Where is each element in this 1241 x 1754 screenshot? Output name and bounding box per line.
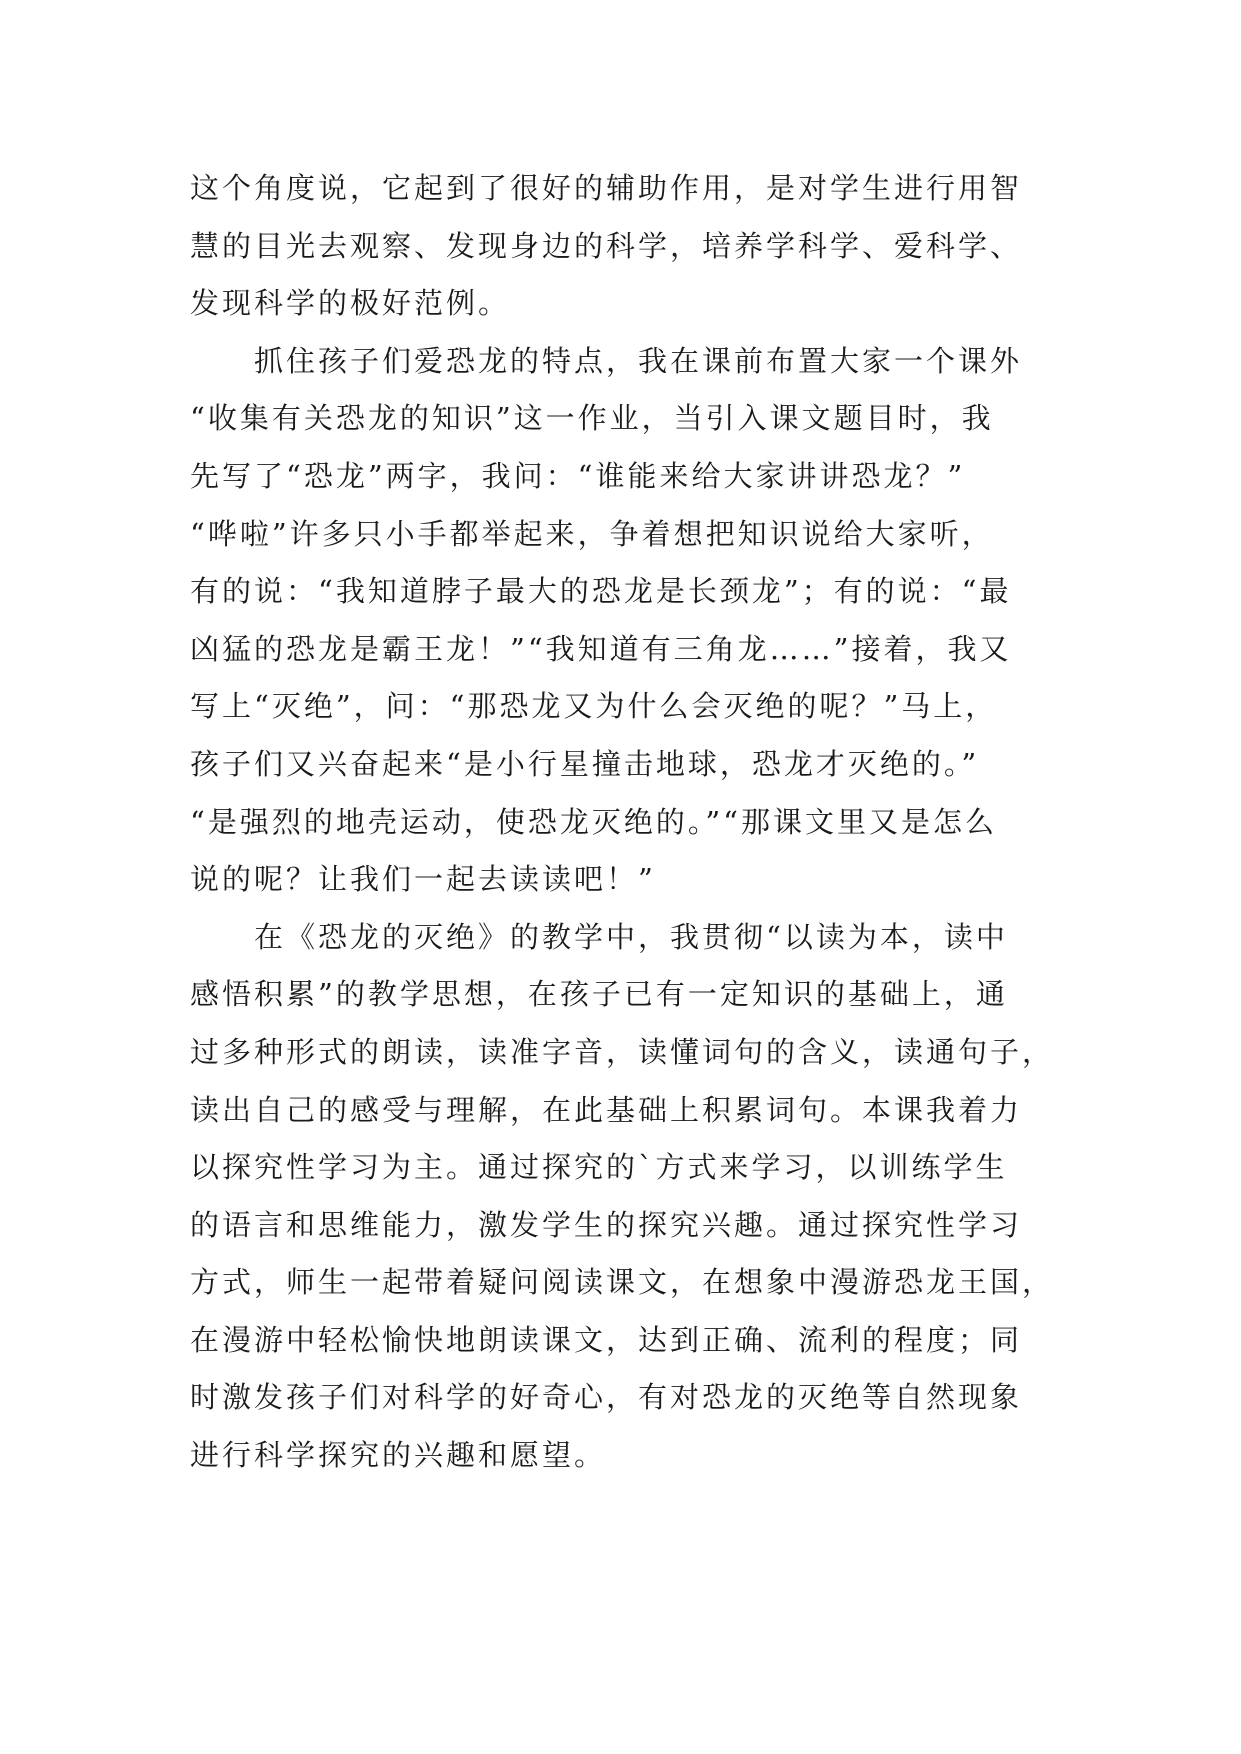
text-line: 先写了“恐龙”两字，我问：“谁能来给大家讲讲恐龙？”: [190, 458, 966, 493]
document-body: [190, 160, 1070, 1485]
text-line: 这个角度说，它起到了很好的辅助作用，是对学生进行用智: [190, 171, 1023, 205]
text-line: 孩子们又兴奋起来“是小行星撞击地球，恐龙才灭绝的。”: [190, 746, 980, 781]
text-line: “是强烈的地壳运动，使恐龙灭绝的。”“那课文里又是怎么: [190, 804, 997, 839]
text-line: 进行科学探究的兴趣和愿望。: [190, 1438, 607, 1473]
text-line: “收集有关恐龙的知识”这一作业，当引入课文题目时，我: [190, 401, 994, 436]
text-line: 以探究性学习为主。通过探究的`方式来学习，以训练学生: [190, 1150, 1008, 1185]
text-line: 发现科学的极好范例。: [190, 286, 511, 321]
text-line: 感悟积累”的教学思想，在孩子已有一定知识的基础上，通: [190, 977, 1008, 1012]
text-line: 抓住孩子们爱恐龙的特点，我在课前布置大家一个课外: [190, 343, 1023, 378]
text-line: 的语言和思维能力，激发学生的探究兴趣。通过探究性学习: [190, 1207, 1023, 1242]
text-line: 在漫游中轻松愉快地朗读课文，达到正确、流利的程度；同: [190, 1322, 1023, 1357]
text-line: 过多种形式的朗读，读准字音，读懂词句的含义，读通句子，: [190, 1034, 1055, 1069]
text-line: 在《恐龙的灭绝》的教学中，我贯彻“以读为本，读中: [190, 919, 1008, 954]
text-line: “哗啦”许多只小手都举起来，争着想把知识说给大家听，: [190, 516, 994, 551]
text-line: 时激发孩子们对科学的好奇心，有对恐龙的灭绝等自然现象: [190, 1380, 1023, 1415]
text-line: 说的呢？让我们一起去读读吧！”: [190, 862, 656, 897]
text-line: 有的说：“我知道脖子最大的恐龙是长颈龙”；有的说：“最: [190, 574, 1012, 609]
text-line: 方式，师生一起带着疑问阅读课文，在想象中漫游恐龙王国，: [190, 1265, 1055, 1300]
text-line: 凶猛的恐龙是霸王龙！”“我知道有三角龙……”接着，我又: [190, 631, 1012, 666]
text-line: 写上“灭绝”，问：“那恐龙又为什么会灭绝的呢？”马上，: [190, 689, 998, 724]
text-line: 读出自己的感受与理解，在此基础上积累词句。本课我着力: [190, 1092, 1023, 1127]
text-line: 慧的目光去观察、发现身边的科学，培养学科学、爱科学、: [190, 228, 1023, 263]
